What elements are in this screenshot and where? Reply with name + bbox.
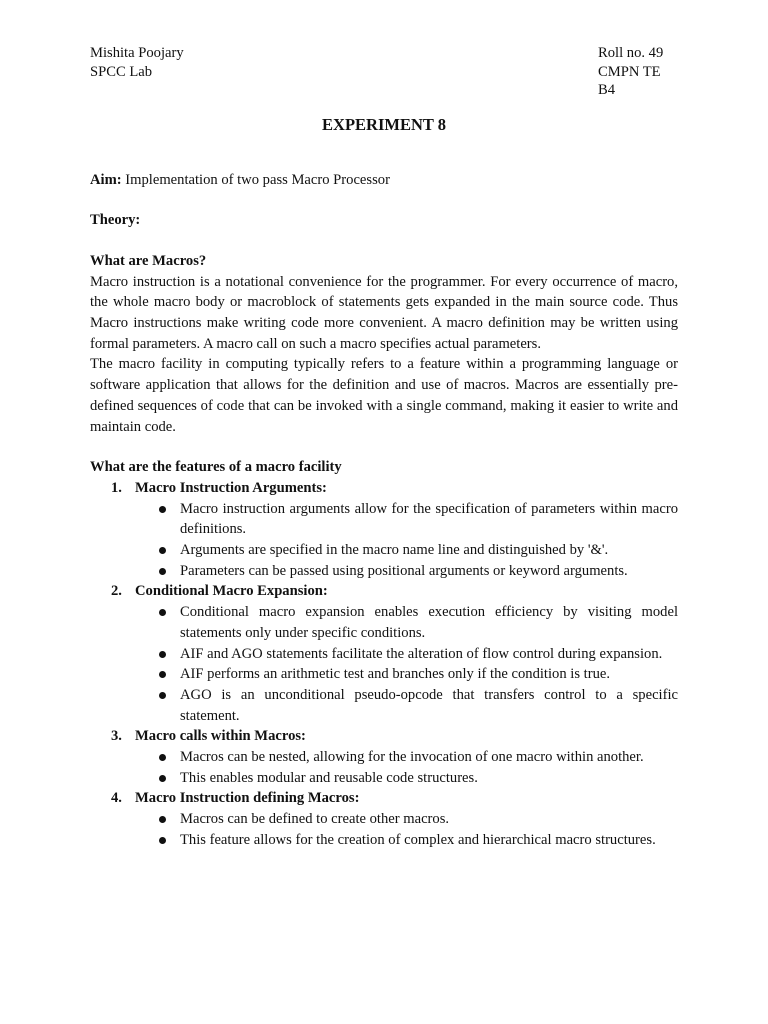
macros-heading: What are Macros? [90,252,207,269]
bullet-text: This feature allows for the creation of complex and hierarchical macro structures. [180,831,656,848]
bullet-item [135,747,678,768]
theory-heading: Theory: [90,212,141,229]
bullet-icon [159,568,166,575]
feature-bullets [135,747,678,788]
bullet-icon [159,506,166,513]
bullet-text: This enables modular and reusable code structures. [180,769,478,786]
bullet-text: Arguments are specified in the macro name line and distinguished by '&'. [180,542,609,559]
aim-text: Implementation of two pass Macro Processor [121,171,390,188]
feature-bullets [135,602,678,726]
bullet-icon [159,547,166,554]
features-heading: What are the features of a macro facility [90,459,342,476]
bullet-icon [159,754,166,761]
student-name: Mishita Poojary [90,45,184,61]
page-title: EXPERIMENT 8 [322,114,446,134]
bullet-icon [159,609,166,616]
feature-number: 3. [111,728,122,745]
header-right [598,44,678,100]
feature-bullets [135,499,678,582]
feature-title: Macro Instruction defining Macros: [135,790,360,807]
bullet-item [135,664,678,685]
roll-number: Roll no. 49 [598,45,664,61]
feature-number: 4. [111,790,122,807]
bullet-item [135,499,678,540]
bullet-item [135,830,678,851]
bullet-icon [159,775,166,782]
feature-item [90,788,678,850]
aim-label: Aim: [90,171,122,188]
bullet-text: AIF performs an arithmetic test and branches only if the condition is true. [180,666,610,683]
macros-paragraph-2: The macro facility in computing typically refers to a feature within a programming language or software application that allows for the definition and use of macros. Macros are essentially pre-defined sequences of code that can be invoked with a single command, making it easier to write and maintain code. [90,356,678,435]
bullet-text: AGO is an unconditional pseudo-opcode that transfers control to a specific statement. [180,686,678,724]
feature-number: 2. [111,583,122,600]
bullet-item [135,540,678,561]
bullet-icon [159,671,166,678]
bullet-text: Conditional macro expansion enables execution efficiency by visiting model statements only under specific conditions. [180,604,678,641]
feature-title: Macro Instruction Arguments: [135,479,327,496]
bullet-text: Parameters can be passed using positional arguments or keyword arguments. [180,562,628,579]
bullet-text: Macros can be nested, allowing for the invocation of one macro within another. [180,749,644,766]
bullet-text: AIF and AGO statements facilitate the alteration of flow control during expansion. [180,645,663,662]
bullet-item [135,809,678,830]
feature-title: Macro calls within Macros: [135,728,306,745]
aim-line [90,170,678,191]
bullet-icon [159,837,166,844]
features-list [90,478,678,851]
bullet-icon [159,651,166,658]
bullet-item [135,644,678,665]
bullet-item [135,768,678,789]
bullet-icon [159,816,166,823]
lab-name: SPCC Lab [90,63,153,80]
feature-number: 1. [111,479,122,496]
feature-item [90,726,678,788]
feature-bullets [135,809,678,850]
class-division: CMPN TE B4 [598,63,661,98]
bullet-item [135,602,678,643]
feature-item [90,581,678,726]
document-page [90,44,678,851]
page-header [90,44,678,100]
bullet-text: Macro instruction arguments allow for the specification of parameters within macro definitions. [180,500,678,538]
bullet-item [135,685,678,726]
macros-paragraph-1: Macro instruction is a notational convenience for the programmer. For every occurrence of macro, the whole macro body or macroblock of statements gets expanded in the main source code. Thus Macro instructions make writing code more convenient. A macro definition may be written using formal parameters. A macro call on such a macro specifies actual parameters. [90,273,678,352]
feature-title: Conditional Macro Expansion: [135,583,328,600]
header-left [90,44,184,100]
bullet-icon [159,692,166,699]
bullet-item [135,561,678,582]
bullet-text: Macros can be defined to create other macros. [180,811,450,828]
feature-item [90,478,678,582]
